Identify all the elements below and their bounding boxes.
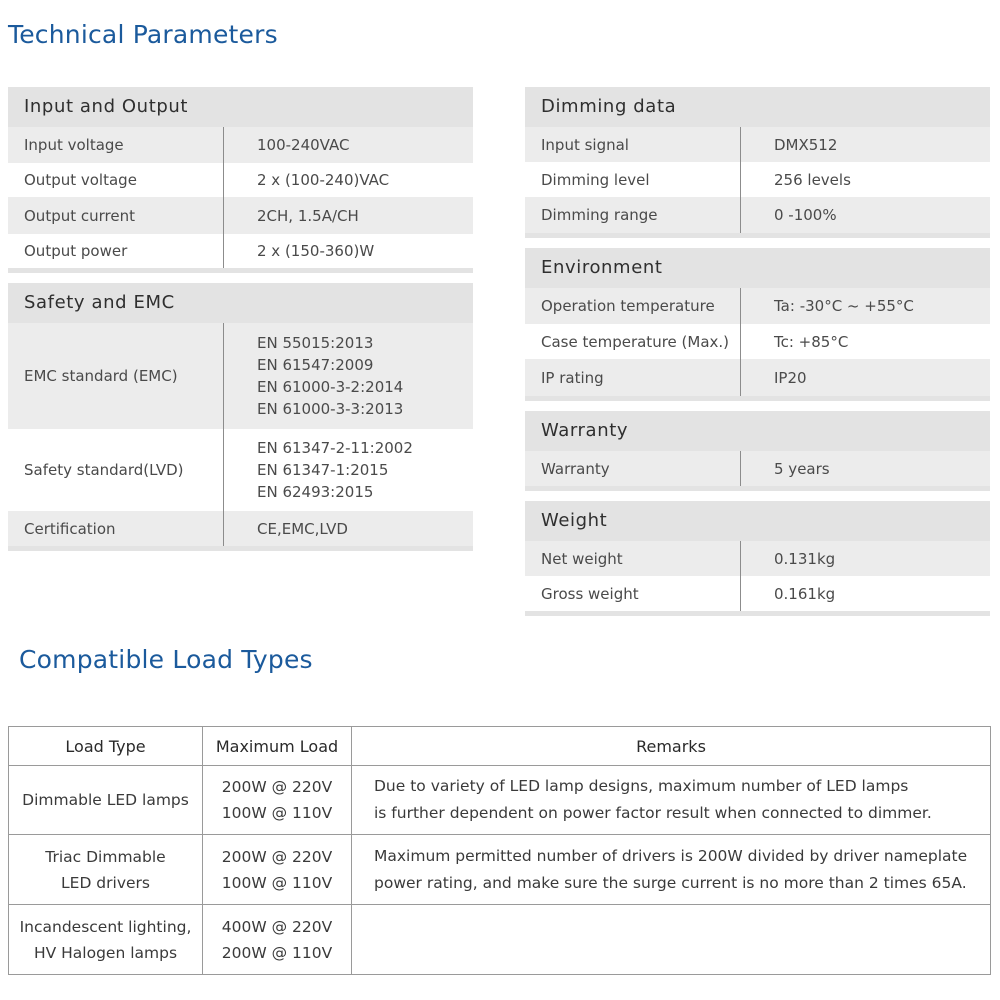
load-type-cell [9,905,203,975]
spec-value-line: IP20 [774,368,807,387]
spec-label: Safety standard(LVD) [24,461,184,479]
load-types-table [8,726,991,975]
spec-row-certification [8,511,473,546]
section-gap [525,238,990,248]
spec-row-input-voltage [8,127,473,163]
remarks-cell [352,835,991,905]
spec-label: Output current [24,206,135,225]
section-title: Warranty [525,411,990,451]
spec-value [740,451,990,486]
load-type-line: HV Halogen lamps [33,943,178,962]
load-table-row [9,835,991,905]
spec-row-dimming-level [525,162,990,197]
spec-value-line: 256 levels [774,170,851,189]
spec-value-line: DMX512 [774,135,838,154]
spec-label: Dimming range [541,206,658,224]
load-type-cell [9,835,203,905]
spec-value-line: EN 61347-1:2015 [257,461,389,479]
load-table-row [9,905,991,975]
remarks-line: Due to variety of LED lamp designs, maximum number of LED lamps [374,777,909,795]
section-title: Environment [525,248,990,288]
spec-value [740,288,990,324]
section-end-bar [8,546,473,551]
spec-value [223,127,473,163]
compatible-load-types-heading: Compatible Load Types [19,645,313,674]
spec-value [740,324,990,359]
maximum-load-cell [203,835,352,905]
maximum-load-line: 200W @ 110V [221,943,333,962]
spec-value-line: 2 x (100-240)VAC [257,171,390,189]
spec-row-emc-standard-emc [8,323,473,429]
maximum-load-line: 200W @ 220V [221,847,333,866]
spec-row-output-current [8,197,473,234]
spec-label: Input voltage [24,136,124,154]
spec-value-line: EN 62493:2015 [257,483,374,501]
spec-label: EMC standard (EMC) [24,367,178,385]
spec-label: Net weight [541,549,623,568]
spec-row-net-weight [525,541,990,576]
spec-value [740,162,990,197]
spec-label: Case temperature (Max.) [541,332,730,351]
spec-value-line: Tc: +85°C [774,332,849,351]
section-gap [525,401,990,411]
load-table-header-row [9,727,991,766]
maximum-load-line: 100W @ 110V [221,804,333,822]
spec-label: Gross weight [541,584,639,603]
load-type-line: Incandescent lighting, [19,917,192,936]
spec-row-safety-standard-lvd [8,429,473,511]
spec-row-ip-rating [525,359,990,396]
remarks-cell [352,766,991,835]
spec-value-line: 0.161kg [774,584,836,603]
load-table-row [9,766,991,835]
spec-value [223,197,473,234]
spec-value-line: 100-240VAC [257,136,350,154]
header-maximum-load: Maximum Load [203,727,352,766]
remarks-line: Maximum permitted number of drivers is 200W divided by driver nameplate [374,846,968,865]
load-type-line: Triac Dimmable [45,847,166,866]
header-remarks: Remarks [352,727,991,766]
spec-value [223,234,473,268]
spec-label: Output voltage [24,171,137,189]
spec-row-operation-temperature [525,288,990,324]
technical-parameters-heading: Technical Parameters [8,20,278,49]
spec-label: Operation temperature [541,297,715,315]
spec-value [740,576,990,611]
spec-label: Warranty [541,459,610,478]
spec-value-line: 2CH, 1.5A/CH [257,206,359,225]
spec-row-case-temperature-max [525,324,990,359]
spec-value [740,197,990,233]
spec-table-right [525,87,990,616]
spec-value-line: EN 61000-3-2:2014 [257,378,404,396]
spec-value-line: EN 61000-3-3:2013 [257,400,404,418]
spec-row-input-signal [525,127,990,162]
maximum-load-cell [203,905,352,975]
spec-value [223,323,473,429]
spec-value-line: EN 61547:2009 [257,356,374,374]
spec-value-line: 5 years [774,459,830,478]
maximum-load-cell [203,766,352,835]
spec-value [223,429,473,511]
spec-value-line: 0.131kg [774,549,836,568]
spec-value-line: CE,EMC,LVD [257,519,348,538]
spec-label: Input signal [541,135,629,154]
maximum-load-line: 100W @ 110V [221,873,333,892]
spec-value [740,541,990,576]
spec-value-line: EN 55015:2013 [257,334,374,352]
spec-value-line: 2 x (150-360)W [257,242,375,260]
spec-row-output-power [8,234,473,268]
section-title: Input and Output [8,87,473,127]
section-gap [525,491,990,501]
section-end-bar [525,611,990,616]
load-type-cell [9,766,203,835]
spec-value [223,163,473,197]
maximum-load-line: 400W @ 220V [221,917,333,936]
spec-row-output-voltage [8,163,473,197]
spec-row-dimming-range [525,197,990,233]
spec-value-line: Ta: -30°C ~ +55°C [774,297,914,315]
remarks-line: power rating, and make sure the surge current is no more than 2 times 65A. [374,873,967,892]
section-title: Weight [525,501,990,541]
section-gap [8,273,473,283]
spec-label: Output power [24,242,128,260]
spec-label: Dimming level [541,170,650,189]
spec-label: IP rating [541,368,604,387]
remarks-cell [352,905,991,975]
spec-row-gross-weight [525,576,990,611]
header-load-type: Load Type [9,727,203,766]
maximum-load-line: 200W @ 220V [221,778,333,796]
spec-table-left [8,87,473,551]
spec-value [223,511,473,546]
spec-value [740,359,990,396]
load-type-line: LED drivers [61,873,150,892]
load-type-line: Dimmable LED lamps [22,791,189,809]
spec-value-line: EN 61347-2-11:2002 [257,439,413,457]
spec-row-warranty [525,451,990,486]
spec-value [740,127,990,162]
spec-value-line: 0 -100% [774,206,837,224]
remarks-line: is further dependent on power factor result when connected to dimmer. [374,804,932,822]
spec-label: Certification [24,519,116,538]
section-title: Dimming data [525,87,990,127]
section-title: Safety and EMC [8,283,473,323]
